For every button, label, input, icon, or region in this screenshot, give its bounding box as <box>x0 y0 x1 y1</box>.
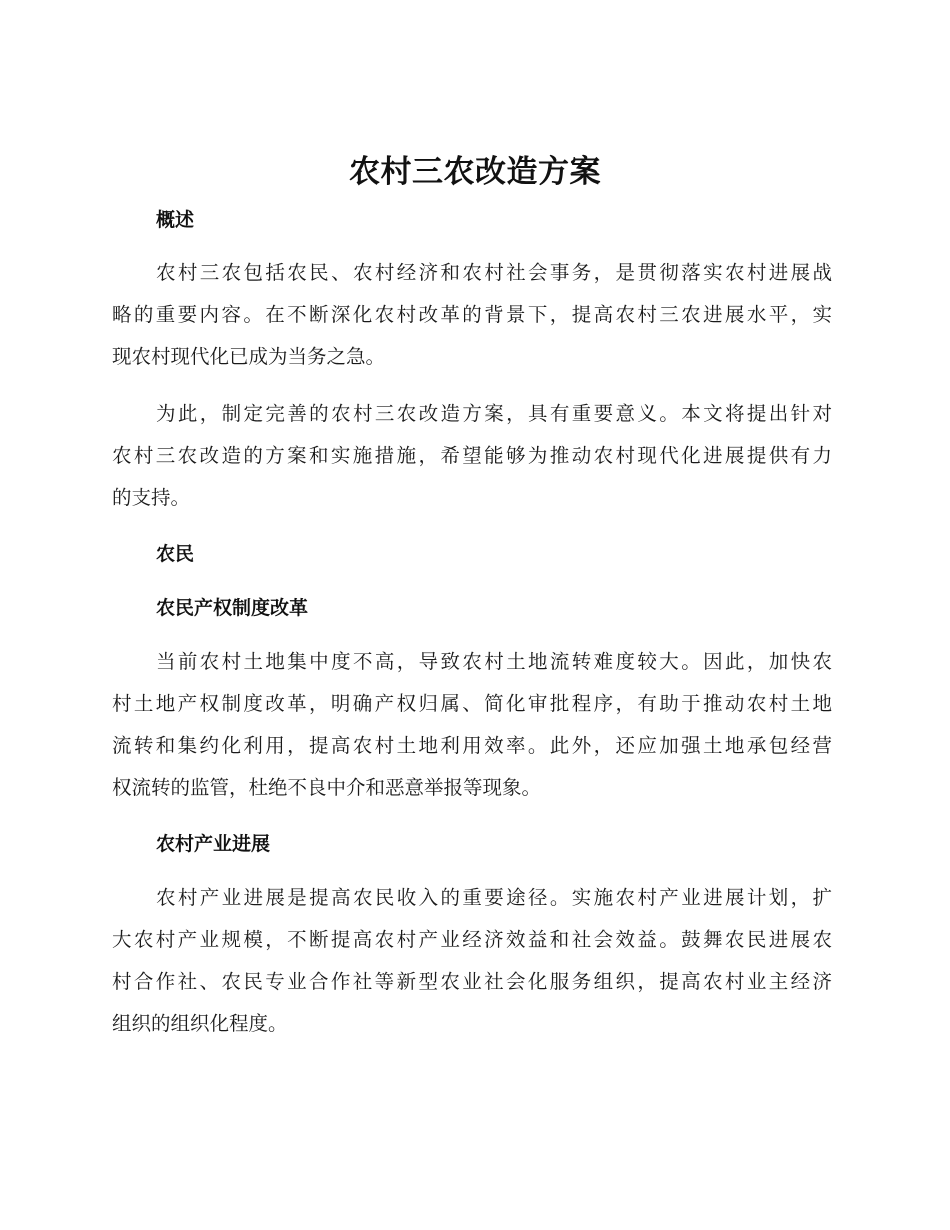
paragraph-line: 权流转的监管，杜绝不良中介和恶意举报等现象。 <box>112 776 542 799</box>
paragraph-line: 村合作社、农民专业合作社等新型农业社会化服务组织，提高农村业主经济 <box>112 970 832 993</box>
paragraph-line: 村土地产权制度改革，明确产权归属、简化审批程序，有助于推动农村土地 <box>112 692 832 715</box>
paragraph-line: 当前农村土地集中度不高，导致农村土地流转难度较大。因此，加快农 <box>156 650 832 673</box>
paragraph-line: 的支持。 <box>112 486 191 509</box>
paragraph-property-rights-reform <box>112 641 832 809</box>
paragraph-line: 流转和集约化利用，提高农村土地利用效率。此外，还应加强土地承包经营 <box>112 734 832 757</box>
paragraph-line: 略的重要内容。在不断深化农村改革的背景下，提高农村三农进展水平，实 <box>112 303 832 326</box>
section-heading-overview: 概述 <box>156 209 195 231</box>
paragraph-line: 现农村现代化已成为当务之急。 <box>112 345 386 368</box>
paragraph-overview-1 <box>112 252 832 378</box>
paragraph-overview-2 <box>112 393 832 519</box>
paragraph-line: 农村三农改造的方案和实施措施，希望能够为推动农村现代化进展提供有力 <box>112 444 832 467</box>
section-heading-property-rights-reform: 农民产权制度改革 <box>156 597 309 619</box>
document-title: 农村三农改造方案 <box>349 154 601 190</box>
paragraph-line: 农村产业进展是提高农民收入的重要途径。实施农村产业进展计划，扩 <box>156 886 832 909</box>
section-heading-rural-industry: 农村产业进展 <box>156 833 271 855</box>
paragraph-line: 大农村产业规模，不断提高农村产业经济效益和社会效益。鼓舞农民进展农 <box>112 928 832 951</box>
paragraph-rural-industry <box>112 877 832 1045</box>
paragraph-line: 农村三农包括农民、农村经济和农村社会事务，是贯彻落实农村进展战 <box>156 261 832 284</box>
section-heading-farmers: 农民 <box>156 543 195 565</box>
paragraph-line: 组织的组织化程度。 <box>112 1012 288 1035</box>
paragraph-line: 为此，制定完善的农村三农改造方案，具有重要意义。本文将提出针对 <box>156 402 832 425</box>
